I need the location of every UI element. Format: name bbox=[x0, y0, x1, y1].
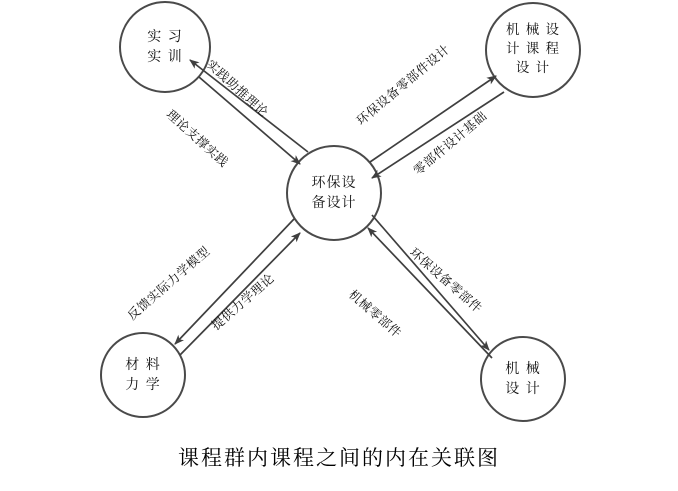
edge-label-center-to-mechanical-course-design: 环保设备零部件设计 bbox=[353, 41, 453, 129]
edge-label-center-to-materials-mechanics: 反馈实际力学模型 bbox=[124, 243, 213, 323]
node-circle-practice bbox=[120, 2, 210, 92]
edge-label-mechanical-design-to-center: 机械零部件 bbox=[345, 286, 405, 341]
edge-label-materials-mechanics-to-center: 提供力学理论 bbox=[208, 270, 278, 333]
node-label-materials-mechanics: 材 料 力 学 bbox=[125, 357, 161, 393]
node-circle-materials-mechanics bbox=[101, 333, 185, 417]
node-label-practice: 实 习 实 训 bbox=[147, 29, 183, 65]
node-label-center: 环保设 备设计 bbox=[311, 175, 357, 211]
edge-label-practice-to-center: 实践助推理论 bbox=[203, 56, 272, 120]
edge-label-center-to-practice: 理论支撑实践 bbox=[163, 106, 232, 170]
node-circle-center bbox=[287, 146, 381, 240]
edge-label-mechanical-course-design-to-center: 零部件设计基础 bbox=[410, 108, 490, 179]
node-circle-mechanical-design bbox=[481, 337, 565, 421]
edge-label-center-to-mechanical-design: 环保设备零部件 bbox=[406, 244, 486, 316]
node-label-mechanical-course-design: 机 械 设 计 课 程 设 计 bbox=[505, 22, 561, 76]
figure-caption: 课程群内课程之间的内在关联图 bbox=[178, 446, 500, 470]
node-label-mechanical-design: 机 械 设 计 bbox=[505, 361, 541, 397]
node-circle-mechanical-course-design bbox=[486, 3, 580, 97]
